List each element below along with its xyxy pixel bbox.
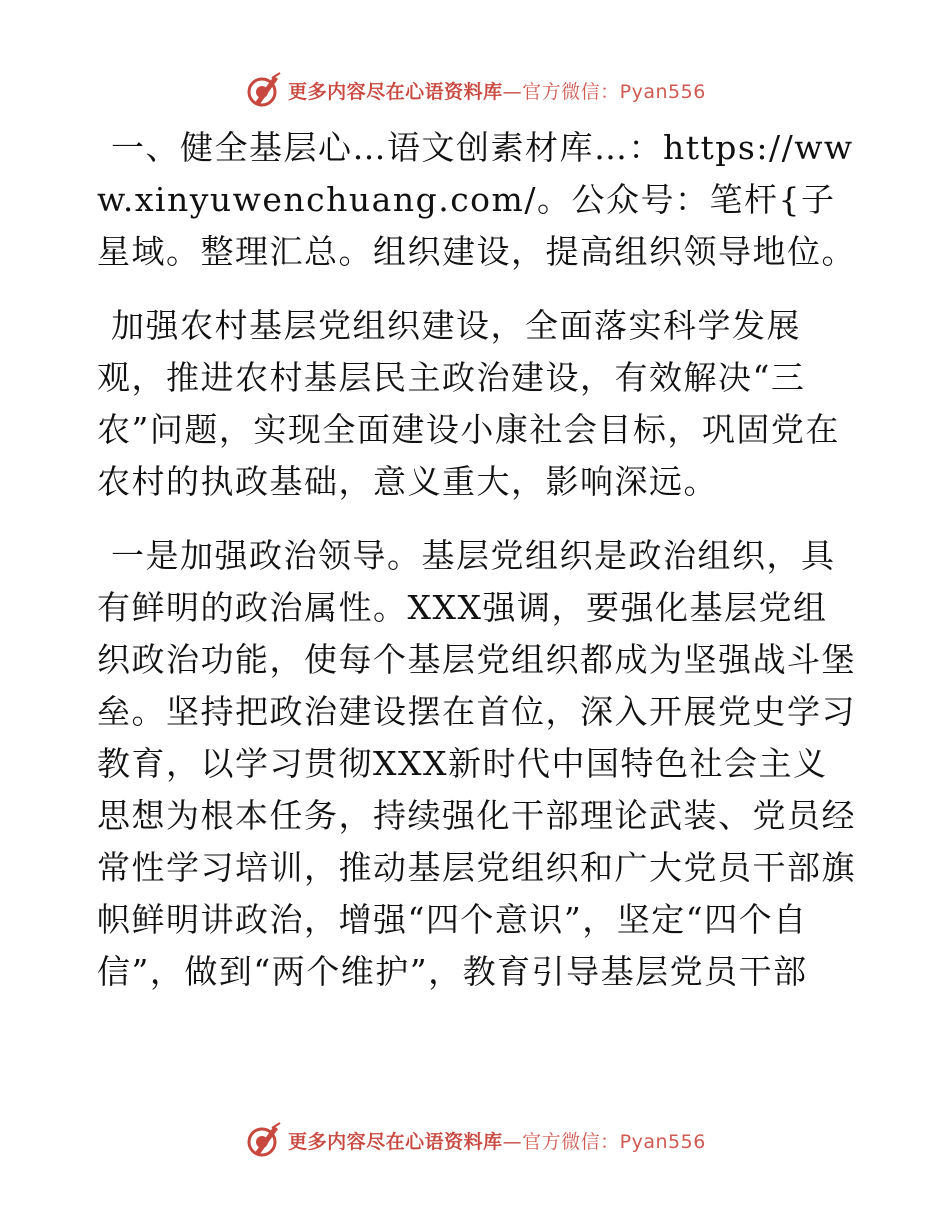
document-body <box>97 122 857 998</box>
footer-banner-dash: — <box>502 1130 523 1153</box>
quill-logo-icon <box>244 70 284 110</box>
header-banner-dash: — <box>502 80 523 103</box>
footer-watermark-banner <box>0 1118 950 1162</box>
quill-logo-icon <box>244 1120 284 1160</box>
header-watermark-banner <box>0 68 950 112</box>
footer-banner-main: 更多内容尽在心语资料库 <box>288 1130 503 1153</box>
header-banner-text <box>288 77 706 104</box>
footer-banner-text <box>288 1127 706 1154</box>
paragraph-3: 一是加强政治领导。基层党组织是政治组织，具有鲜明的政治属性。XXX强调，要强化基层党组织政治功能，使每个基层党组织都成为坚强战斗堡垒。坚持把政治建设摆在首位，深入开展党史学习教育，以学习贯彻XXX新时代中国特色社会主义思想为根本任务，持续强化干部理论武装、党员经常性学习培训，推动基层党组织和广大党员干部旗帜鲜明讲政治，增强“四个意识”，坚定“四个自信”，做到“两个维护”，教育引导基层党员干部 <box>97 536 856 991</box>
header-banner-account: 官方微信：Pyan556 <box>522 80 706 103</box>
paragraph-1: 一、健全基层心…语文创素材库…：https://www.xinyuwenchuang.com/。公众号：笔杆{子星域。整理汇总。组织建设，提高组织领导地位。 <box>97 128 856 271</box>
header-banner-main: 更多内容尽在心语资料库 <box>288 80 503 103</box>
paragraph-2: 加强农村基层党组织建设，全面落实科学发展观，推进农村基层民主政治建设，有效解决“三农”问题，实现全面建设小康社会目标，巩固党在农村的执政基础，意义重大，影响深远。 <box>97 306 840 501</box>
footer-banner-account: 官方微信：Pyan556 <box>522 1130 706 1153</box>
